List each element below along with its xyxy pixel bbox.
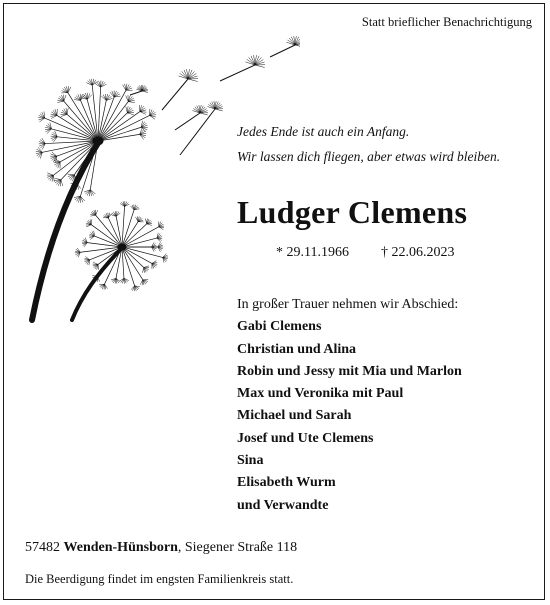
mourners-list — [237, 294, 462, 517]
mourner-name: und Verwandte — [237, 497, 329, 513]
birth-date: * 29.11.1966 — [276, 245, 349, 260]
funeral-note: Die Beerdigung findet im engsten Familienkreis statt. — [25, 572, 294, 586]
mourner-name: Christian und Alina — [237, 341, 357, 357]
deceased-name: Ludger Clemens — [237, 194, 468, 230]
mourner-name: Robin und Jessy mit Mia und Marlon — [237, 363, 462, 379]
address — [25, 540, 297, 556]
quote-line-2: Wir lassen dich fliegen, aber etwas wird bleiben. — [237, 149, 501, 164]
quote — [237, 119, 500, 169]
death-date: † 22.06.2023 — [380, 245, 455, 260]
mourner-name: Elisabeth Wurm — [237, 475, 336, 491]
mourners-intro: In großer Trauer nehmen wir Abschied: — [237, 297, 459, 312]
address-place: Wenden-Hünsborn — [63, 540, 178, 555]
life-dates — [276, 245, 454, 261]
dandelion-icon — [10, 35, 300, 330]
mourner-name: Josef und Ute Clemens — [237, 430, 374, 446]
mourner-name: Sina — [237, 453, 264, 469]
address-street: , Siegener Straße 118 — [177, 540, 298, 555]
quote-line-1: Jedes Ende ist auch ein Anfang. — [237, 124, 410, 139]
address-postcode: 57482 — [25, 540, 60, 555]
mourner-name: Max und Veronika mit Paul — [237, 386, 404, 402]
mourner-name: Michael und Sarah — [237, 408, 352, 424]
notice-header: Statt brieflicher Benachrichtigung — [361, 15, 532, 29]
mourner-name: Gabi Clemens — [237, 319, 322, 335]
